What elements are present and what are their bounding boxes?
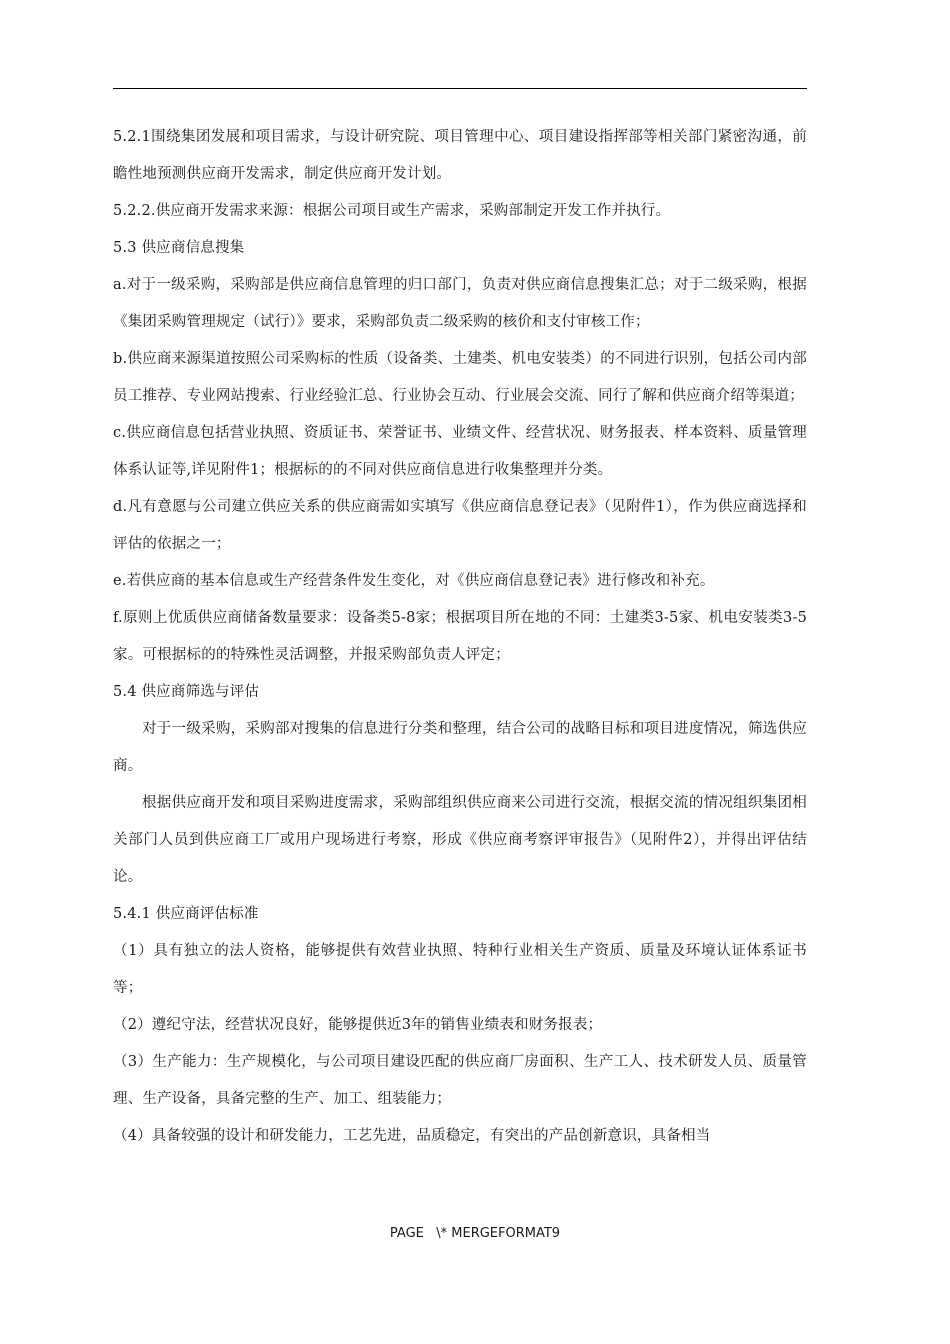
paragraph-5-3-d: d.凡有意愿与公司建立供应关系的供应商需如实填写《供应商信息登记表》（见附件1），作为供应商选择和评估的依据之一； <box>113 499 807 552</box>
criteria-item-4: （4）具备较强的设计和研发能力，工艺先进，品质稳定，有突出的产品创新意识，具备相当 <box>113 1128 711 1144</box>
paragraph-5-3-a: a.对于一级采购，采购部是供应商信息管理的归口部门，负责对供应商信息搜集汇总；对于二级采购，根据《集团采购管理规定（试行）》要求，采购部负责二级采购的核价和支付审核工作； <box>113 277 807 330</box>
heading-5-4-1: 5.4.1 供应商评估标准 <box>113 906 259 922</box>
paragraph-5-3-b: b.供应商来源渠道按照公司采购标的性质（设备类、土建类、机电安装类）的不同进行识别，包括公司内部员工推荐、专业网站搜索、行业经验汇总、行业协会互动、行业展会交流、同行了解和供应商介绍等渠道； <box>113 351 807 404</box>
page-number-field: PAGE \* MERGEFORMAT9 <box>389 1226 561 1241</box>
paragraph-5-3-c: c.供应商信息包括营业执照、资质证书、荣誉证书、业绩文件、经营状况、财务报表、样本资料、质量管理体系认证等,详见附件1；根据标的的不同对供应商信息进行收集整理并分类。 <box>113 425 807 478</box>
criteria-item-1: （1）具有独立的法人资格，能够提供有效营业执照、特种行业相关生产资质、质量及环境认证体系证书等； <box>113 943 807 996</box>
paragraph-5-3-f: f.原则上优质供应商储备数量要求：设备类5-8家；根据项目所在地的不同：土建类3-5家、机电安装类3-5家。可根据标的的特殊性灵活调整，并报采购部负责人评定； <box>113 610 807 663</box>
paragraph-5-4-intro-1: 对于一级采购，采购部对搜集的信息进行分类和整理，结合公司的战略目标和项目进度情况，筛选供应商。 <box>113 721 807 774</box>
paragraph-5-2-2: 5.2.2.供应商开发需求来源：根据公司项目或生产需求，采购部制定开发工作并执行。 <box>113 203 671 219</box>
criteria-item-3: （3）生产能力：生产规模化，与公司项目建设匹配的供应商厂房面积、生产工人、技术研发人员、质量管理、生产设备，具备完整的生产、加工、组装能力； <box>113 1054 807 1107</box>
heading-5-4: 5.4 供应商筛选与评估 <box>113 684 260 700</box>
heading-5-3: 5.3 供应商信息搜集 <box>113 240 245 256</box>
criteria-item-2: （2）遵纪守法，经营状况良好，能够提供近3年的销售业绩表和财务报表； <box>113 1017 603 1033</box>
paragraph-5-4-intro-2: 根据供应商开发和项目采购进度需求，采购部组织供应商来公司进行交流，根据交流的情况组织集团相关部门人员到供应商工厂或用户现场进行考察，形成《供应商考察评审报告》（见附件2），并得出评估结论。 <box>113 795 807 885</box>
paragraph-5-2-1: 5.2.1围绕集团发展和项目需求，与设计研究院、项目管理中心、项目建设指挥部等相关部门紧密沟通，前瞻性地预测供应商开发需求，制定供应商开发计划。 <box>113 129 807 182</box>
header-rule <box>113 88 807 89</box>
document-body <box>113 119 807 1155</box>
paragraph-5-3-e: e.若供应商的基本信息或生产经营条件发生变化，对《供应商信息登记表》进行修改和补充。 <box>113 573 715 589</box>
